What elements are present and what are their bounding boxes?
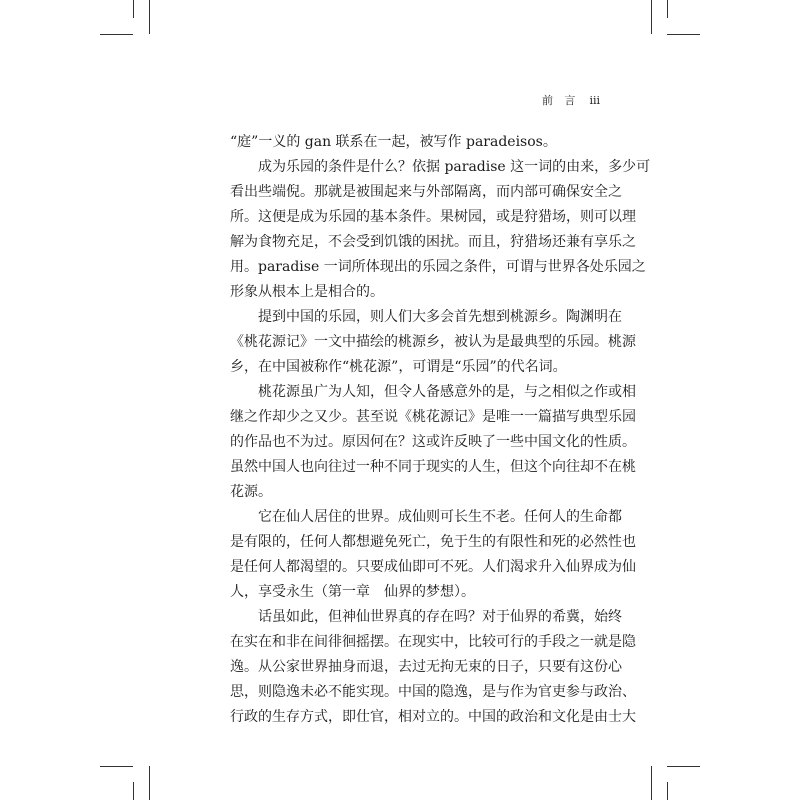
text-line: 行政的生存方式，即仕官，相对立的。中国的政治和文化是由士大 (230, 709, 636, 725)
crop-mark-bottom-left-horizontal (100, 766, 133, 767)
text-line: 所。这便是成为乐园的基本条件。果树园，或是狩猎场，则可以理 (230, 209, 636, 225)
text-line: 话虽如此，但神仙世界真的存在吗？对于仙界的希冀，始终 (258, 609, 622, 625)
body-text (230, 130, 651, 730)
text-line: 桃花源虽广为人知，但令人备感意外的是，与之相似之作或相 (258, 384, 636, 400)
crop-mark-top-left-horizontal (100, 34, 133, 35)
crop-mark-bottom-left-vertical (149, 766, 150, 800)
text-line: 思，则隐逸未必不能实现。中国的隐逸，是与作为官吏参与政治、 (230, 684, 636, 700)
text-line: 虽然中国人也向往过一种不同于现实的人生，但这个向往却不在桃 (230, 459, 636, 475)
crop-mark-bottom-left-inner (133, 782, 134, 800)
text-line: 《桃花源记》一文中描绘的桃源乡，被认为是最典型的乐园。桃源 (230, 334, 636, 350)
text-line: 是任何人都渴望的。只要成仙即可不死。人们渴求升入仙界成为仙 (230, 559, 636, 575)
running-head-chapter: 前 言 (541, 94, 580, 107)
text-line: 是有限的，任何人都想避免死亡，免于生的有限性和死的必然性也 (230, 534, 636, 550)
crop-mark-bottom-right-horizontal (667, 766, 700, 767)
crop-mark-top-right-inner (667, 0, 668, 18)
text-line: 逸。从公家世界抽身而退，去过无拘无束的日子，只要有这份心 (230, 659, 622, 675)
text-line: 形象从根本上是相合的。 (230, 284, 384, 300)
text-line: 花源。 (230, 484, 272, 500)
crop-mark-bottom-right-vertical (651, 766, 652, 800)
text-line: 它在仙人居住的世界。成仙则可长生不老。任何人的生命都 (258, 509, 622, 525)
crop-mark-top-right-vertical (651, 0, 652, 34)
text-line: 解为食物充足，不会受到饥饿的困扰。而且，狩猎场还兼有享乐之 (230, 234, 636, 250)
text-line: 成为乐园的条件是什么？依据 paradise 这一词的由来，多少可 (258, 159, 651, 175)
text-line: 继之作却少之又少。甚至说《桃花源记》是唯一一篇描写典型乐园 (230, 409, 636, 425)
text-line: 乡，在中国被称作“桃花源”，可谓是“乐园”的代名词。 (230, 359, 567, 375)
text-line: 在实在和非在间徘徊摇摆。在现实中，比较可行的手段之一就是隐 (230, 634, 636, 650)
text-line: 看出些端倪。那就是被围起来与外部隔离，而内部可确保安全之 (230, 184, 622, 200)
text-line: 的作品也不为过。原因何在？这或许反映了一些中国文化的性质。 (230, 434, 636, 450)
crop-mark-top-right-horizontal (667, 34, 700, 35)
text-line: 用。paradise 一词所体现出的乐园之条件，可谓与世界各处乐园之 (230, 259, 646, 275)
crop-mark-top-left-vertical (149, 0, 150, 34)
text-line: 提到中国的乐园，则人们大多会首先想到桃源乡。陶渊明在 (258, 309, 622, 325)
text-line: 人，享受永生（第一章 仙界的梦想）。 (230, 584, 475, 600)
running-head (470, 92, 600, 108)
crop-mark-bottom-right-inner (667, 782, 668, 800)
crop-mark-top-left-inner (133, 0, 134, 18)
page-number: iii (589, 94, 600, 107)
text-line: “庭”一义的 gan 联系在一起，被写作 paradeisos。 (230, 134, 557, 150)
